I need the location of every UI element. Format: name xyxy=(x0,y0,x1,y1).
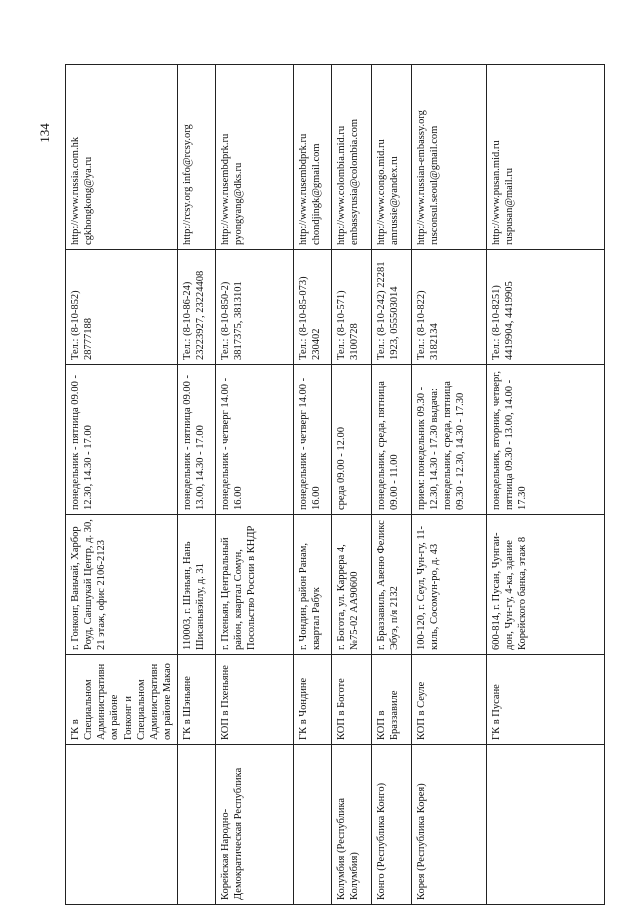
mission-cell: КОП в Сеуле xyxy=(412,655,487,745)
web-email-cell: http://www.russian-embassy.org rusconsul.seoul@gmail.com xyxy=(412,65,487,250)
phone-cell: Тел.: (8-10-86-24) 23223927, 23224408 xyxy=(178,250,216,365)
web-email-cell: http://www.russia.com.hk cgkhongkong@ya.ru xyxy=(66,65,178,250)
web-email-cell: http://www.colombia.mid.ru embassyrusia@colombia.com xyxy=(332,65,372,250)
address-cell: г. Пхеньян, Центральный район, квартал Сомун, Посольство России в КНДР xyxy=(216,515,294,655)
table-row xyxy=(178,65,216,905)
mission-cell: КОП в Пхеньяне xyxy=(216,655,294,745)
table-row xyxy=(332,65,372,905)
hours-cell: понедельник - четверг 14.00 - 16.00 xyxy=(216,365,294,515)
country-cell: Колумбия (Республика Колумбия) xyxy=(332,745,372,905)
address-cell: 600-814, г. Пусан, Чунгаи-дон, Чун-гу, 4-ка, здание Корейского банка, этаж 8 xyxy=(487,515,605,655)
address-cell: г. Чондин, район Ранам, квартал Рабук xyxy=(294,515,332,655)
table-row xyxy=(66,65,178,905)
table-row xyxy=(487,65,605,905)
hours-cell: понедельник - четверг 14.00 - 16.00 xyxy=(294,365,332,515)
table-row xyxy=(294,65,332,905)
phone-cell: Тел.: (8-10-85-073) 230402 xyxy=(294,250,332,365)
mission-cell: ГК в Пусане xyxy=(487,655,605,745)
table-row xyxy=(412,65,487,905)
phone-cell: Тел.: (8-10-571) 3100728 xyxy=(332,250,372,365)
mission-cell: ГК в Шэньяне xyxy=(178,655,216,745)
mission-cell: ГК в Чондине xyxy=(294,655,332,745)
phone-cell: Тел.: (8-10-822) 3182134 xyxy=(412,250,487,365)
table-row xyxy=(372,65,412,905)
web-email-cell: http://www.congo.mid.ru amrussie@yandex.ru xyxy=(372,65,412,250)
phone-cell: Тел.: (8-10-852) 28777188 xyxy=(66,250,178,365)
hours-cell: понедельник - пятница 09.00 - 12.30, 14.30 - 17.00 xyxy=(66,365,178,515)
page-number: 134 xyxy=(37,123,52,143)
country-cell xyxy=(178,745,216,905)
web-email-cell: http://www.pusan.mid.ru ruspusan@mail.ru xyxy=(487,65,605,250)
country-cell xyxy=(66,745,178,905)
country-cell: Корея (Республика Корея) xyxy=(412,745,487,905)
web-email-cell: http://rcsy.org info@rcsy.org xyxy=(178,65,216,250)
country-cell xyxy=(294,745,332,905)
web-email-cell: http://www.rusembdprk.ru pyongyang@dks.ru xyxy=(216,65,294,250)
phone-cell: Тел.: (8-10-850-2) 3817375, 3813101 xyxy=(216,250,294,365)
address-cell: г. Богота, ул. Каррера 4, №75-02 АА90600 xyxy=(332,515,372,655)
address-cell: 100-120, г. Сеул, Чун-гу, 11-киль, Сосомун-ро, д. 43 xyxy=(412,515,487,655)
address-cell: 110003, г. Шэньян, Нань Шисаньвэйлу, д. 31 xyxy=(178,515,216,655)
rotated-table-wrapper xyxy=(65,65,605,905)
hours-cell: понедельник - пятница 09.00 - 13.00, 14.30 - 17.00 xyxy=(178,365,216,515)
hours-cell: прием: понедельник 09.30 - 12.30, 14.30 - 17.30 выдача: понедельник, среда, пятница 09.30 - 12.30, 14.30 - 17.30 xyxy=(412,365,487,515)
mission-cell: ГК в Специальном Административном районе Гонконг и Специальном Административном районе Макао xyxy=(66,655,178,745)
phone-cell: Тел.: (8-10-242) 22281 1923, 055503014 xyxy=(372,250,412,365)
table-row xyxy=(216,65,294,905)
mission-cell: КОП в Браззавиле xyxy=(372,655,412,745)
country-cell xyxy=(487,745,605,905)
hours-cell: понедельник, среда, пятница 09.00 - 11.00 xyxy=(372,365,412,515)
web-email-cell: http://www.rusembdprk.ru chondjingk@gmail.com xyxy=(294,65,332,250)
address-cell: г. Браззавиль, Авеню Феликс Эбуэ, п/я 2132 xyxy=(372,515,412,655)
country-cell: Конго (Республика Конго) xyxy=(372,745,412,905)
hours-cell: среда 09.00 - 12.00 xyxy=(332,365,372,515)
consulates-table xyxy=(65,64,605,905)
country-cell: Корейская Народно-Демократическая Республика xyxy=(216,745,294,905)
phone-cell: Тел.: (8-10-8251) 4419904, 4419905 xyxy=(487,250,605,365)
address-cell: г. Гонконг, Ваньчай, Харбор Роуд, Саншукай Центр, д. 30, 21 этаж, офис 2106-2123 xyxy=(66,515,178,655)
hours-cell: понедельник, вторник, четверг, пятница 09.30 - 13.00, 14.00 - 17.30 xyxy=(487,365,605,515)
mission-cell: КОП в Боготе xyxy=(332,655,372,745)
